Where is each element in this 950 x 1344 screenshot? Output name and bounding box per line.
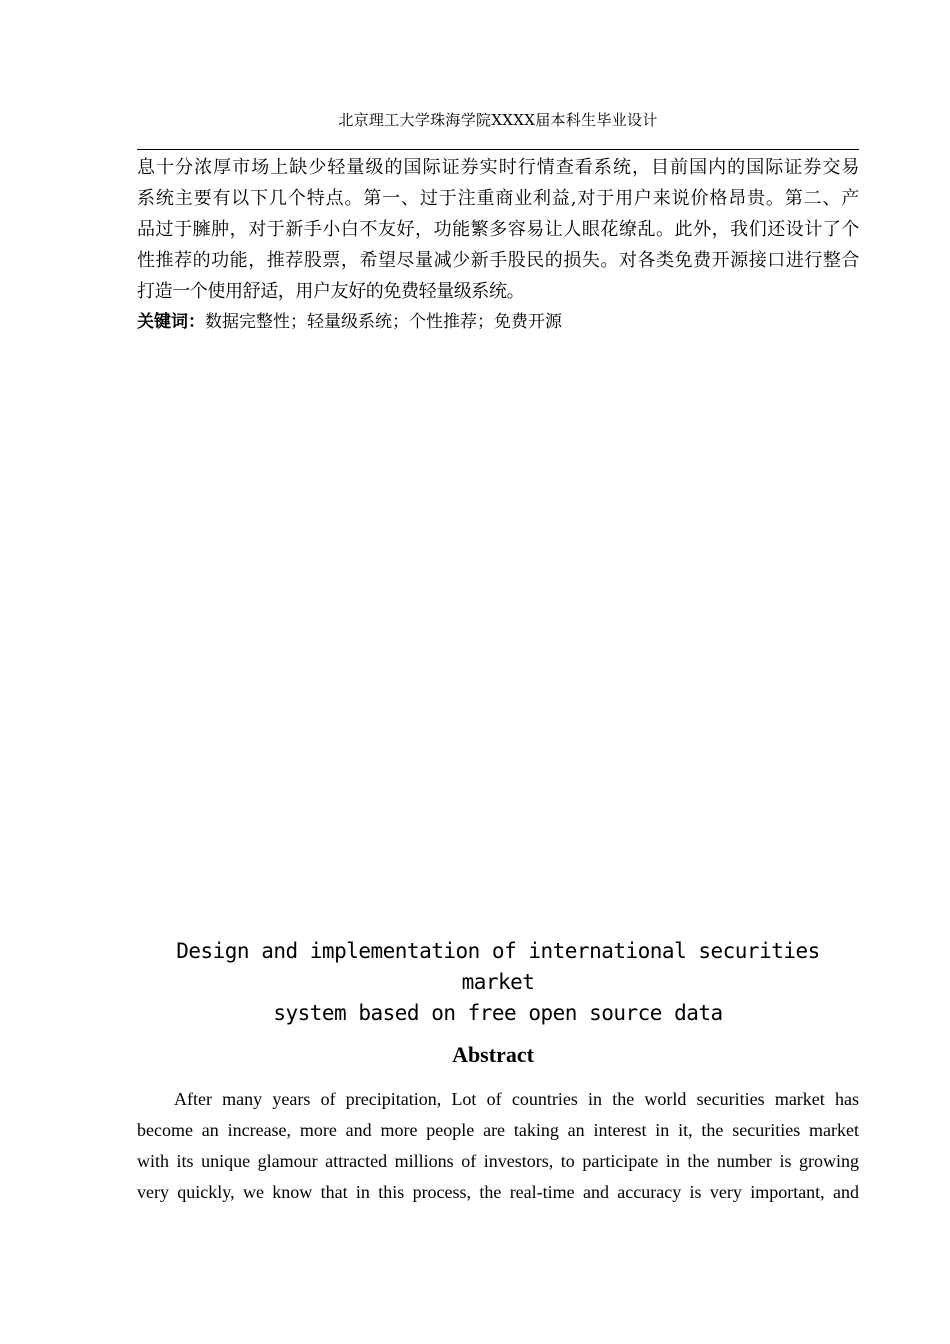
page-header: 北京理工大学珠海学院XXXX届本科生毕业设计 [338, 111, 658, 129]
chinese-abstract-line: 息十分浓厚市场上缺少轻量级的国际证券实时行情查看系统，目前国内的国际证券交易 [137, 157, 859, 178]
english-title [137, 936, 859, 1029]
keywords-text: 数据完整性；轻量级系统；个性推荐；免费开源 [205, 312, 562, 332]
english-abstract-line: become an increase, more and more people are taking an interest in it, the securities market [137, 1120, 859, 1140]
keywords-label: 关键词： [137, 312, 205, 332]
english-abstract-line: very quickly, we know that in this process, the real-time and accuracy is very important, and [137, 1182, 859, 1202]
english-abstract-line: with its unique glamour attracted millions of investors, to participate in the number is growing [137, 1151, 859, 1171]
chinese-abstract-line: 品过于臃肿，对于新手小白不友好，功能繁多容易让人眼花缭乱。此外，我们还设计了个 [137, 219, 859, 240]
english-abstract-line: After many years of precipitation, Lot of countries in the world securities market has [174, 1089, 859, 1109]
english-title-line: Design and implementation of international securities market [176, 939, 820, 994]
english-title-line: system based on free open source data [273, 1001, 723, 1025]
keywords [137, 310, 859, 334]
abstract-heading: Abstract [452, 1042, 534, 1067]
chinese-abstract-line: 系统主要有以下几个特点。第一、过于注重商业利益,对于用户来说价格昂贵。第二、产 [137, 188, 859, 209]
chinese-abstract-line: 性推荐的功能，推荐股票，希望尽量减少新手股民的损失。对各类免费开源接口进行整合 [137, 250, 859, 271]
header-rule [137, 149, 859, 150]
chinese-abstract-line: 打造一个使用舒适，用户友好的免费轻量级系统。 [137, 281, 525, 302]
